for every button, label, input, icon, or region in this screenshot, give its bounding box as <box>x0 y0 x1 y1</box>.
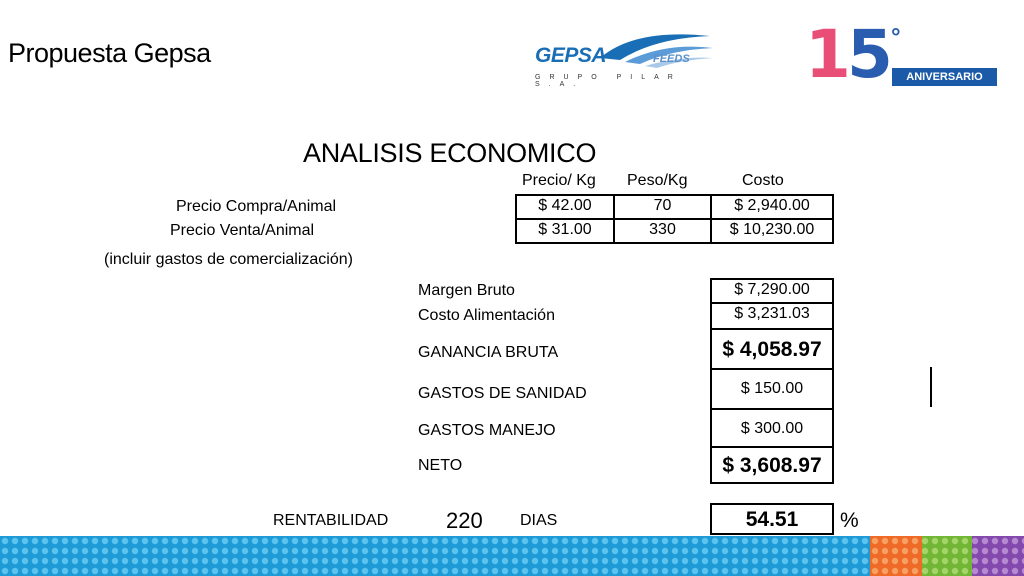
cell-venta-peso: 330 <box>613 218 712 244</box>
label-rentabilidad: RENTABILIDAD <box>273 512 389 529</box>
logo-feeds: FEEDS <box>653 53 690 65</box>
percent-sign: % <box>840 509 859 532</box>
note-comercializacion: (incluir gastos de comercialización) <box>104 251 353 268</box>
row-label-venta: Precio Venta/Animal <box>170 222 315 239</box>
col-header-peso: Peso/Kg <box>627 172 688 189</box>
gepsa-logo <box>535 28 735 88</box>
cell-venta-precio: $ 31.00 <box>515 218 615 244</box>
row-label-compra: Precio Compra/Animal <box>176 198 337 215</box>
label-ganancia-bruta: GANANCIA BRUTA <box>418 344 559 361</box>
col-header-precio: Precio/ Kg <box>522 172 596 189</box>
value-neto: $ 3,608.97 <box>710 446 834 484</box>
anniversary-number: 15 <box>805 16 889 93</box>
label-costo-alimentacion: Costo Alimentación <box>418 307 555 324</box>
cell-venta-costo: $ 10,230.00 <box>710 218 834 244</box>
value-costo-alimentacion: $ 3,231.03 <box>710 302 834 330</box>
col-header-costo: Costo <box>742 172 784 189</box>
label-gastos-manejo: GASTOS MANEJO <box>418 422 556 439</box>
value-gastos-manejo: $ 300.00 <box>710 408 834 448</box>
logo-wing-icon <box>595 28 715 73</box>
label-gastos-sanidad: GASTOS DE SANIDAD <box>418 385 587 402</box>
label-margen-bruto: Margen Bruto <box>418 282 515 299</box>
value-gastos-sanidad: $ 150.00 <box>710 368 834 410</box>
anniversary-logo <box>805 16 1000 93</box>
analysis-heading: ANALISIS ECONOMICO <box>303 138 597 168</box>
logo-subtitle: GRUPO PILAR S.A. <box>535 74 682 88</box>
anniversary-label: ANIVERSARIO <box>892 68 997 86</box>
cell-compra-peso: 70 <box>613 194 712 220</box>
slide-title: Propuesta Gepsa <box>8 38 211 68</box>
value-margen-bruto: $ 7,290.00 <box>710 278 834 304</box>
cell-compra-costo: $ 2,940.00 <box>710 194 834 220</box>
logo-brand: GEPSA <box>535 44 607 67</box>
label-neto: NETO <box>418 457 463 474</box>
label-dias: DIAS <box>520 512 558 529</box>
decorative-dot-band <box>0 536 1024 576</box>
anniversary-degree: ° <box>891 24 901 51</box>
cell-compra-precio: $ 42.00 <box>515 194 615 220</box>
divider-bar <box>930 367 932 407</box>
rentabilidad-days: 220 <box>446 508 483 533</box>
value-ganancia-bruta: $ 4,058.97 <box>710 328 834 370</box>
value-rentabilidad: 54.51 <box>710 503 834 535</box>
